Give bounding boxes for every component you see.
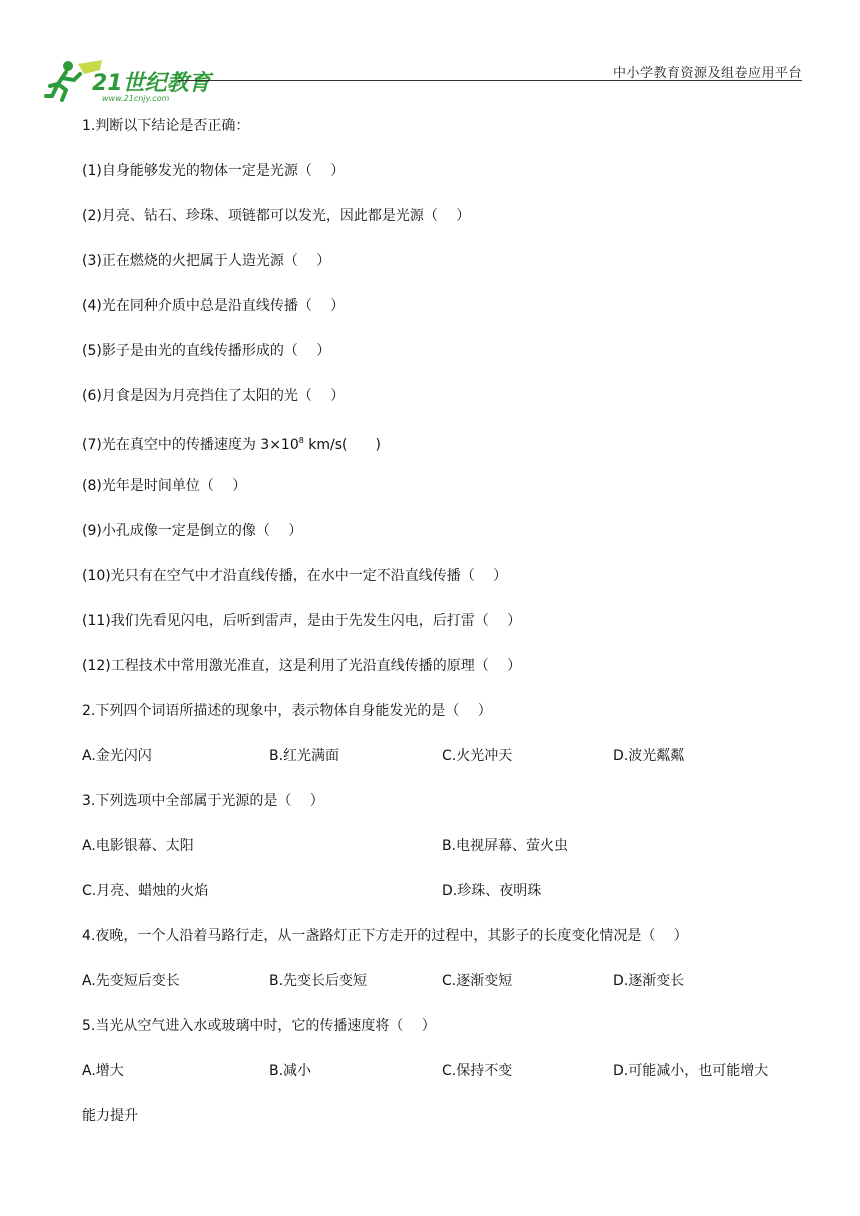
platform-name: 中小学教育资源及组卷应用平台: [612, 66, 802, 81]
page-header: [0, 0, 860, 110]
q1-item-7: [82, 431, 381, 455]
q5-option-b: B.减小: [269, 1063, 312, 1079]
q1-item-5: (5)影子是由光的直线传播形成的（ ）: [82, 343, 331, 359]
q1-item-7-after: km/s( ): [303, 437, 381, 453]
q2-title: 2.下列四个词语所描述的现象中，表示物体自身能发光的是（ ）: [82, 703, 492, 719]
q3-option-c: C.月亮、蜡烛的火焰: [82, 883, 209, 899]
q3-option-a: A.电影银幕、太阳: [82, 838, 194, 854]
header-divider: [178, 80, 802, 81]
q4-option-b: B.先变长后变短: [269, 973, 368, 989]
q4-option-c: C.逐渐变短: [442, 973, 513, 989]
logo-url: www.21cnjy.com: [102, 94, 170, 103]
q1-item-6: (6)月食是因为月亮挡住了太阳的光（ ）: [82, 388, 345, 404]
q5-option-d: D.可能减小，也可能增大: [613, 1063, 769, 1079]
q2-option-c: C.火光冲天: [442, 748, 513, 764]
q4-title: 4.夜晚，一个人沿着马路行走，从一盏路灯正下方走开的过程中，其影子的长度变化情况是（ ）: [82, 928, 688, 944]
q5-option-c: C.保持不变: [442, 1063, 513, 1079]
logo-text: 21世纪教育: [92, 71, 211, 96]
q1-item-4: (4)光在同种介质中总是沿直线传播（ ）: [82, 298, 345, 314]
q1-item-7-before: (7)光在真空中的传播速度为 3×10: [82, 437, 299, 453]
q1-title: 1.判断以下结论是否正确：: [82, 118, 250, 134]
q1-item-11: (11)我们先看见闪电，后听到雷声，是由于先发生闪电，后打雷（ ）: [82, 613, 522, 629]
section-heading: 能力提升: [82, 1108, 138, 1124]
q1-item-8: (8)光年是时间单位（ ）: [82, 478, 247, 494]
q3-title: 3.下列选项中全部属于光源的是（ ）: [82, 793, 324, 809]
q2-option-a: A.金光闪闪: [82, 748, 152, 764]
q1-item-2: (2)月亮、钻石、珍珠、项链都可以发光，因此都是光源（ ）: [82, 208, 471, 224]
q1-item-1: (1)自身能够发光的物体一定是光源（ ）: [82, 163, 345, 179]
q2-option-b: B.红光满面: [269, 748, 340, 764]
q3-option-d: D.珍珠、夜明珠: [442, 883, 542, 899]
q3-option-b: B.电视屏幕、萤火虫: [442, 838, 569, 854]
q4-option-a: A.先变短后变长: [82, 973, 180, 989]
q1-item-10: (10)光只有在空气中才沿直线传播，在水中一定不沿直线传播（ ）: [82, 568, 508, 584]
q5-title: 5.当光从空气进入水或玻璃中时，它的传播速度将（ ）: [82, 1018, 436, 1034]
q5-option-a: A.增大: [82, 1063, 124, 1079]
q4-option-d: D.逐渐变长: [613, 973, 685, 989]
q1-item-7-exponent: 8: [298, 436, 304, 445]
q1-item-9: (9)小孔成像一定是倒立的像（ ）: [82, 523, 303, 539]
q1-item-3: (3)正在燃烧的火把属于人造光源（ ）: [82, 253, 331, 269]
q1-item-12: (12)工程技术中常用激光准直，这是利用了光沿直线传播的原理（ ）: [82, 658, 522, 674]
q2-option-d: D.波光粼粼: [613, 748, 685, 764]
